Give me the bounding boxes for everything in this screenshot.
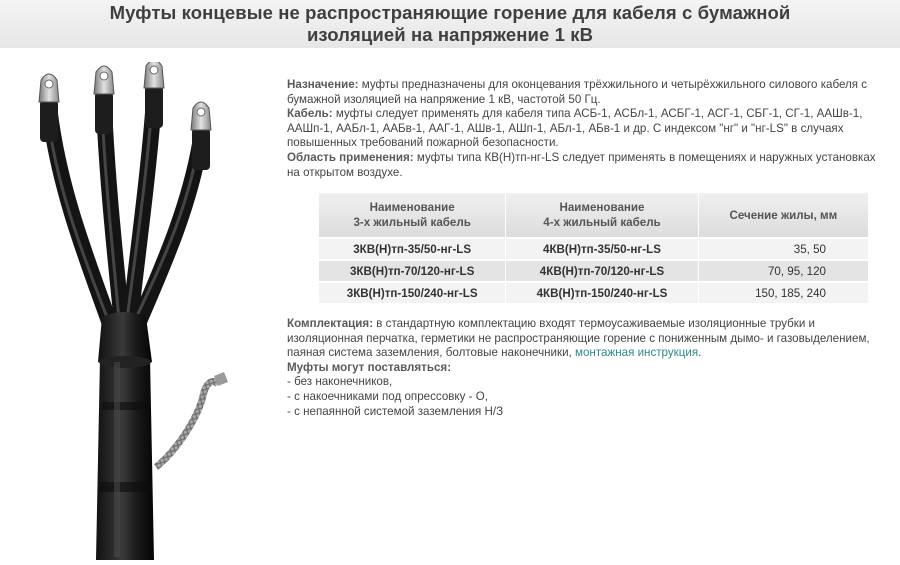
- cable-termination-icon: [18, 62, 268, 560]
- cable-label: Кабель:: [287, 107, 333, 121]
- kit-paragraph: [287, 317, 887, 361]
- area-label: Область применения:: [287, 150, 414, 164]
- product-photo: [18, 62, 268, 560]
- kit-info: [287, 317, 887, 419]
- page-title-line-1: Муфты концевые не распространяющие горение для кабеля с бумажной: [109, 2, 791, 23]
- col-header-3-core-line-2: 3-х жильный кабель: [353, 216, 471, 229]
- area-paragraph: [287, 151, 887, 180]
- purpose-text: муфты предназначены для оконцевания трёхжильного и четырёхжильного силового кабеля с бумажной изоляцией на напряжение 1 кВ, частотой 50 Гц.: [287, 78, 868, 106]
- col-header-cross-section: Сечение жилы, мм: [698, 193, 868, 238]
- supply-label-paragraph: [287, 361, 887, 376]
- cell-4-core: 4КВ(Н)тп-35/50-нг-LS: [506, 238, 698, 260]
- cell-4-core: 4КВ(Н)тп-70/120-нг-LS: [506, 260, 698, 282]
- cell-3-core: 3КВ(Н)тп-70/120-нг-LS: [319, 260, 506, 282]
- list-item: - с накоечниками под опрессовку - О,: [287, 389, 488, 403]
- install-instruction-link[interactable]: монтажная инструкция: [575, 346, 699, 360]
- cell-4-core: 4КВ(Н)тп-150/240-нг-LS: [506, 282, 698, 303]
- purpose-label: Назначение:: [287, 78, 359, 91]
- cable-paragraph: [287, 107, 887, 151]
- col-header-3-core: [319, 193, 506, 238]
- kit-text: в стандартную комплектацию входят термоусаживаемые изоляционные трубки и изоляционная перчатка, герметики не распространяющие горение с пониженным дымо- и газовыделением, паяная система заземления, болтовые наконечники,: [287, 317, 870, 360]
- col-header-4-core-line-1: Наименование: [559, 201, 645, 214]
- page-title-line-2: изоляцией на напряжение 1 кВ: [306, 24, 594, 45]
- table-row: [319, 260, 869, 282]
- table-header-row: [319, 193, 869, 238]
- product-info: [287, 78, 887, 180]
- purpose-paragraph: [287, 78, 887, 107]
- spec-table: [319, 193, 869, 303]
- area-text: муфты типа КВ(Н)тп-нг-LS следует применять в помещениях и наружных установках на открытом воздухе.: [287, 150, 876, 179]
- table-row: [319, 282, 869, 303]
- col-header-4-core: [506, 193, 698, 238]
- supply-label: Муфты могут поставляться:: [287, 360, 452, 374]
- kit-end: .: [698, 346, 702, 360]
- cell-cross-section: 70, 95, 120: [698, 260, 868, 282]
- kit-label: Комплектация:: [287, 317, 374, 330]
- cell-3-core: 3КВ(Н)тп-35/50-нг-LS: [319, 238, 506, 260]
- list-item: - с непаянной системой заземления Н/З: [287, 404, 504, 418]
- page-header: [0, 0, 900, 48]
- col-header-4-core-line-2: 4-х жильный кабель: [543, 216, 661, 229]
- list-item: - без наконечников,: [287, 375, 393, 389]
- col-header-3-core-line-1: Наименование: [369, 201, 455, 214]
- cable-text: муфты следует применять для кабеля типа АСБ-1, АСБл-1, АСБГ-1, АСГ-1, СБГ-1, СГ-1, ААШв-1, ААШп-1, ААБл-1, ААБв-1, ААГ-1, АШв-1, АШп-1, АБл-1, АБв-1 и др. С индексом "нг" и "нг-LS" в случаях повышенных требований пожарной безопасности.: [287, 107, 863, 150]
- cell-cross-section: 150, 185, 240: [698, 282, 868, 303]
- table-row: [319, 238, 869, 260]
- cell-cross-section: 35, 50: [698, 238, 868, 260]
- cell-3-core: 3КВ(Н)тп-150/240-нг-LS: [319, 282, 506, 303]
